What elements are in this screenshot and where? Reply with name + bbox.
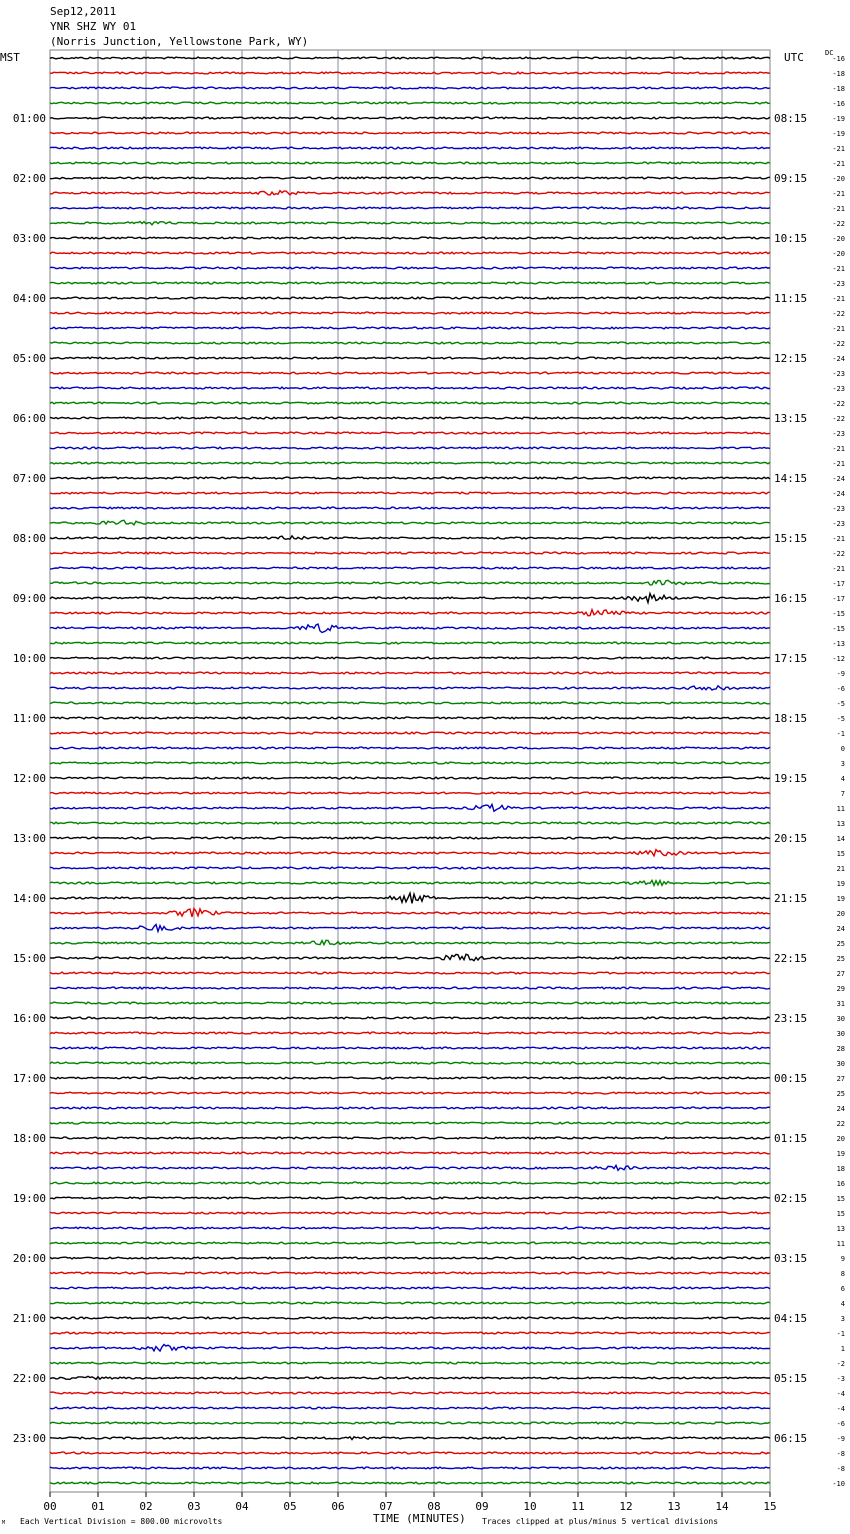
mst-hour-label: 17:00 <box>12 1072 46 1085</box>
utc-hour-label: 22:15 <box>774 952 808 965</box>
utc-hour-label: 02:15 <box>774 1192 808 1205</box>
seismic-trace <box>50 462 770 464</box>
seismic-trace <box>50 1137 770 1139</box>
seismic-trace <box>50 267 770 269</box>
seismic-trace <box>50 252 770 254</box>
x-tick-label: 07 <box>379 1500 393 1513</box>
seismic-trace <box>50 1376 770 1379</box>
seismic-trace <box>50 342 770 344</box>
x-tick-label: 11 <box>571 1500 585 1513</box>
seismic-trace <box>50 732 770 734</box>
dc-offset-label: -21 <box>832 205 845 213</box>
dc-offset-label: -21 <box>832 190 845 198</box>
seismic-trace <box>50 1317 770 1319</box>
utc-hour-label: 17:15 <box>774 652 808 665</box>
dc-offset-label: 4 <box>840 1300 845 1308</box>
seismic-trace <box>50 297 770 299</box>
seismic-trace <box>50 1452 770 1454</box>
date-label: Sep12,2011 <box>50 5 117 18</box>
utc-hour-label: 12:15 <box>774 352 808 365</box>
dc-offset-label: 11 <box>836 1240 845 1248</box>
dc-offset-label: -21 <box>832 460 845 468</box>
seismic-trace <box>50 357 770 359</box>
dc-offset-label: 15 <box>836 1210 845 1218</box>
dc-offset-label: -5 <box>836 700 845 708</box>
dc-offset-label: 24 <box>836 925 845 933</box>
seismic-trace <box>50 1437 770 1440</box>
seismic-trace <box>50 972 770 974</box>
seismic-trace <box>50 552 770 554</box>
dc-offset-label: -3 <box>836 1375 845 1383</box>
dc-offset-label: -21 <box>832 160 845 168</box>
seismic-trace <box>50 1345 770 1352</box>
dc-offset-label: 3 <box>840 760 845 768</box>
x-axis-ticks <box>43 1492 776 1513</box>
seismic-trace <box>50 492 770 494</box>
seismic-trace <box>50 1047 770 1049</box>
seismic-trace <box>50 536 770 540</box>
seismic-trace <box>50 1422 770 1424</box>
seismic-trace <box>50 402 770 404</box>
seismic-trace <box>50 804 770 811</box>
dc-offset-label: 25 <box>836 940 845 948</box>
seismic-trace <box>50 1152 770 1154</box>
mst-hour-label: 02:00 <box>12 172 46 185</box>
utc-hour-label: 13:15 <box>774 412 808 425</box>
utc-hour-label: 10:15 <box>774 232 808 245</box>
dc-offset-label: 20 <box>836 1135 845 1143</box>
dc-offset-label: -1 <box>836 1330 845 1338</box>
dc-offset-label: -19 <box>832 115 845 123</box>
x-tick-label: 00 <box>43 1500 57 1513</box>
dc-offset-label: -12 <box>832 655 845 663</box>
mst-hour-label: 03:00 <box>12 232 46 245</box>
trace-group <box>50 57 770 1484</box>
seismic-trace <box>50 1092 770 1094</box>
dc-offset-label: 13 <box>836 1225 845 1233</box>
dc-offset-label: -22 <box>832 400 845 408</box>
mst-hour-label: 18:00 <box>12 1132 46 1145</box>
dc-offset-label: 19 <box>836 895 845 903</box>
utc-hour-label: 19:15 <box>774 772 808 785</box>
dc-offset-label: 19 <box>836 880 845 888</box>
mst-hour-label: 14:00 <box>12 892 46 905</box>
dc-offset-label: 16 <box>836 1180 845 1188</box>
seismic-trace <box>50 1032 770 1034</box>
dc-offset-label: 29 <box>836 985 845 993</box>
seismic-trace <box>50 417 770 419</box>
seismic-trace <box>50 1002 770 1004</box>
seismic-trace <box>50 1107 770 1109</box>
dc-offset-label: 3 <box>840 1315 845 1323</box>
mst-hour-label: 07:00 <box>12 472 46 485</box>
utc-hour-labels <box>774 112 807 1445</box>
utc-hour-label: 04:15 <box>774 1312 808 1325</box>
dc-offset-label: 0 <box>840 745 845 753</box>
dc-offset-label: -24 <box>832 490 845 498</box>
dc-offset-label: -1 <box>836 730 845 738</box>
dc-offset-label: -2 <box>836 1360 845 1368</box>
dc-offset-label: 31 <box>836 1000 845 1008</box>
mst-hour-label: 16:00 <box>12 1012 46 1025</box>
seismic-trace <box>50 312 770 314</box>
dc-offset-label: -8 <box>836 1465 845 1473</box>
dc-offset-label: -22 <box>832 220 845 228</box>
x-tick-label: 06 <box>331 1500 345 1513</box>
dc-offset-label: -19 <box>832 130 845 138</box>
seismic-trace <box>50 1482 770 1484</box>
mst-hour-label: 06:00 <box>12 412 46 425</box>
mst-hour-label: 01:00 <box>12 112 46 125</box>
dc-offset-label: 30 <box>836 1060 845 1068</box>
seismic-trace <box>50 1332 770 1334</box>
dc-offset-label: -20 <box>832 250 845 258</box>
dc-offset-label: -5 <box>836 715 845 723</box>
dc-offset-label: -17 <box>832 595 845 603</box>
utc-hour-label: 00:15 <box>774 1072 808 1085</box>
dc-offset-label: 1 <box>840 1345 845 1353</box>
seismic-trace <box>50 1165 770 1170</box>
seismic-trace <box>50 162 770 164</box>
seismic-trace <box>50 925 770 932</box>
dc-offset-label: -23 <box>832 430 845 438</box>
dc-offset-label: -21 <box>832 445 845 453</box>
utc-hour-label: 03:15 <box>774 1252 808 1265</box>
x-tick-label: 03 <box>187 1500 201 1513</box>
seismic-trace <box>50 1302 770 1304</box>
utc-hour-label: 08:15 <box>774 112 808 125</box>
x-tick-label: 01 <box>91 1500 105 1513</box>
seismic-trace <box>50 191 770 195</box>
dc-offset-label: -24 <box>832 355 845 363</box>
x-tick-label: 13 <box>667 1500 681 1513</box>
mst-hour-label: 12:00 <box>12 772 46 785</box>
utc-hour-label: 14:15 <box>774 472 808 485</box>
mst-hour-label: 04:00 <box>12 292 46 305</box>
dc-offset-label: 25 <box>836 1090 845 1098</box>
seismic-trace <box>50 147 770 149</box>
seismic-trace <box>50 867 770 869</box>
dc-offset-label: 24 <box>836 1105 845 1113</box>
dc-offset-label: -10 <box>832 1480 845 1488</box>
seismic-trace <box>50 1467 770 1469</box>
seismic-trace <box>50 327 770 329</box>
seismic-trace <box>50 1077 770 1079</box>
dc-offset-label: -20 <box>832 175 845 183</box>
seismic-trace <box>50 222 770 225</box>
dc-offset-label: 30 <box>836 1030 845 1038</box>
seismic-trace <box>50 102 770 104</box>
dc-label: DC <box>825 49 834 57</box>
seismic-trace <box>50 1017 770 1019</box>
corner-mark: M <box>2 1520 6 1526</box>
seismic-trace <box>50 1062 770 1064</box>
utc-hour-label: 16:15 <box>774 592 808 605</box>
utc-hour-label: 01:15 <box>774 1132 808 1145</box>
seismic-trace <box>50 954 770 960</box>
x-tick-label: 10 <box>523 1500 537 1513</box>
mst-hour-label: 22:00 <box>12 1372 46 1385</box>
seismic-trace <box>50 1362 770 1364</box>
dc-offset-label: -17 <box>832 580 845 588</box>
mst-hour-label: 21:00 <box>12 1312 46 1325</box>
dc-offset-label: 8 <box>840 1270 845 1278</box>
dc-offset-label: -21 <box>832 565 845 573</box>
x-tick-label: 09 <box>475 1500 489 1513</box>
seismic-trace <box>50 447 770 449</box>
dc-offset-label: -21 <box>832 145 845 153</box>
seismic-trace <box>50 132 770 134</box>
seismic-trace <box>50 1242 770 1244</box>
dc-offset-label: 13 <box>836 820 845 828</box>
seismic-trace <box>50 1272 770 1274</box>
utc-hour-label: 18:15 <box>774 712 808 725</box>
dc-offset-labels <box>832 55 845 1488</box>
x-tick-label: 02 <box>139 1500 153 1513</box>
utc-hour-label: 21:15 <box>774 892 808 905</box>
dc-offset-label: -22 <box>832 415 845 423</box>
seismic-trace <box>50 594 770 603</box>
seismic-trace <box>50 717 770 719</box>
dc-offset-label: -15 <box>832 625 845 633</box>
seismic-trace <box>50 624 770 632</box>
seismic-trace <box>50 987 770 989</box>
dc-offset-label: -22 <box>832 550 845 558</box>
seismic-trace <box>50 1122 770 1124</box>
dc-offset-label: -6 <box>836 1420 845 1428</box>
dc-offset-label: -21 <box>832 535 845 543</box>
utc-hour-label: 11:15 <box>774 292 808 305</box>
seismic-trace <box>50 747 770 749</box>
dc-offset-label: -4 <box>836 1390 845 1398</box>
dc-offset-label: -20 <box>832 235 845 243</box>
x-tick-label: 05 <box>283 1500 297 1513</box>
dc-offset-label: -6 <box>836 685 845 693</box>
mst-hour-label: 13:00 <box>12 832 46 845</box>
dc-offset-label: -23 <box>832 520 845 528</box>
seismic-trace <box>50 282 770 284</box>
utc-hour-label: 09:15 <box>774 172 808 185</box>
dc-offset-label: 28 <box>836 1045 845 1053</box>
mst-hour-label: 19:00 <box>12 1192 46 1205</box>
dc-offset-label: 25 <box>836 955 845 963</box>
dc-offset-label: 21 <box>836 865 845 873</box>
seismic-trace <box>50 237 770 239</box>
mst-hour-label: 08:00 <box>12 532 46 545</box>
seismic-trace <box>50 580 770 585</box>
mst-hour-label: 15:00 <box>12 952 46 965</box>
dc-offset-label: -22 <box>832 340 845 348</box>
seismic-trace <box>50 117 770 119</box>
right-timezone-label: UTC <box>784 51 804 64</box>
dc-offset-label: -16 <box>832 55 845 63</box>
dc-offset-label: -15 <box>832 610 845 618</box>
dc-offset-label: -18 <box>832 85 845 93</box>
utc-hour-label: 06:15 <box>774 1432 808 1445</box>
seismic-trace <box>50 432 770 434</box>
seismic-trace <box>50 372 770 374</box>
seismic-trace <box>50 672 770 674</box>
dc-offset-label: -8 <box>836 1450 845 1458</box>
x-tick-label: 08 <box>427 1500 441 1513</box>
seismic-trace <box>50 642 770 644</box>
seismic-trace <box>50 686 770 690</box>
seismic-trace <box>50 87 770 89</box>
dc-offset-label: 6 <box>840 1285 845 1293</box>
mst-hour-label: 23:00 <box>12 1432 46 1445</box>
seismic-trace <box>50 1392 770 1394</box>
seismic-trace <box>50 1407 770 1409</box>
dc-offset-label: -22 <box>832 310 845 318</box>
dc-offset-label: -18 <box>832 70 845 78</box>
dc-offset-label: 27 <box>836 1075 845 1083</box>
seismic-trace <box>50 72 770 74</box>
mst-hour-label: 10:00 <box>12 652 46 665</box>
seismic-trace <box>50 657 770 659</box>
dc-offset-label: -9 <box>836 1435 845 1443</box>
scale-note: Each Vertical Division = 800.00 microvolts <box>20 1517 223 1526</box>
dc-offset-label: -21 <box>832 265 845 273</box>
seismic-trace <box>50 850 770 856</box>
x-tick-label: 15 <box>763 1500 777 1513</box>
seismic-trace <box>50 177 770 179</box>
seismic-trace <box>50 567 770 569</box>
seismic-trace <box>50 837 770 839</box>
x-axis-title: TIME (MINUTES) <box>373 1512 466 1525</box>
mst-hour-label: 11:00 <box>12 712 46 725</box>
dc-offset-label: -13 <box>832 640 845 648</box>
seismic-trace <box>50 762 770 764</box>
seismic-trace <box>50 1287 770 1289</box>
dc-offset-label: -16 <box>832 100 845 108</box>
dc-offset-label: -23 <box>832 505 845 513</box>
seismic-trace <box>50 1257 770 1259</box>
dc-offset-label: 19 <box>836 1150 845 1158</box>
location-label: (Norris Junction, Yellowstone Park, WY) <box>50 35 309 48</box>
utc-hour-label: 15:15 <box>774 532 808 545</box>
seismic-trace <box>50 520 770 525</box>
seismic-trace <box>50 477 770 479</box>
seismic-trace <box>50 822 770 824</box>
dc-offset-label: -23 <box>832 280 845 288</box>
mst-hour-label: 05:00 <box>12 352 46 365</box>
dc-offset-label: -23 <box>832 385 845 393</box>
mst-hour-label: 09:00 <box>12 592 46 605</box>
dc-offset-label: 9 <box>840 1255 845 1263</box>
seismic-trace <box>50 1197 770 1199</box>
dc-offset-label: 27 <box>836 970 845 978</box>
seismic-trace <box>50 1227 770 1229</box>
dc-offset-label: 14 <box>836 835 845 843</box>
seismic-trace <box>50 387 770 389</box>
mst-hour-labels <box>13 112 46 1445</box>
dc-offset-label: 18 <box>836 1165 845 1173</box>
mst-hour-label: 20:00 <box>12 1252 46 1265</box>
seismic-trace <box>50 1212 770 1214</box>
dc-offset-label: -21 <box>832 295 845 303</box>
seismic-trace <box>50 792 770 794</box>
seismic-trace <box>50 880 770 885</box>
dc-offset-label: 11 <box>836 805 845 813</box>
dc-offset-label: -24 <box>832 475 845 483</box>
plot-frame <box>50 50 770 1492</box>
seismic-trace <box>50 702 770 704</box>
utc-hour-label: 23:15 <box>774 1012 808 1025</box>
dc-offset-label: 7 <box>840 790 845 798</box>
dc-offset-label: 4 <box>840 775 845 783</box>
dc-offset-label: 30 <box>836 1015 845 1023</box>
seismic-trace <box>50 507 770 509</box>
seismic-trace <box>50 777 770 779</box>
dc-offset-label: -9 <box>836 670 845 678</box>
seismic-trace <box>50 893 770 903</box>
dc-offset-label: 15 <box>836 850 845 858</box>
seismic-trace <box>50 1182 770 1184</box>
x-tick-label: 14 <box>715 1500 729 1513</box>
dc-offset-label: -4 <box>836 1405 845 1413</box>
seismic-trace <box>50 57 770 59</box>
station-label: YNR SHZ WY 01 <box>50 20 137 33</box>
utc-hour-label: 20:15 <box>774 832 808 845</box>
utc-hour-label: 05:15 <box>774 1372 808 1385</box>
clip-note: Traces clipped at plus/minus 5 vertical divisions <box>482 1517 719 1526</box>
seismic-trace <box>50 207 770 209</box>
seismic-trace <box>50 909 770 917</box>
dc-offset-label: -21 <box>832 325 845 333</box>
left-timezone-label: MST <box>0 51 20 64</box>
seismic-trace <box>50 940 770 944</box>
dc-offset-label: 15 <box>836 1195 845 1203</box>
dc-offset-label: 22 <box>836 1120 845 1128</box>
seismic-trace <box>50 610 770 616</box>
plot-grid <box>50 50 770 1492</box>
x-tick-label: 04 <box>235 1500 249 1513</box>
x-tick-label: 12 <box>619 1500 633 1513</box>
dc-offset-label: 20 <box>836 910 845 918</box>
dc-offset-label: -23 <box>832 370 845 378</box>
